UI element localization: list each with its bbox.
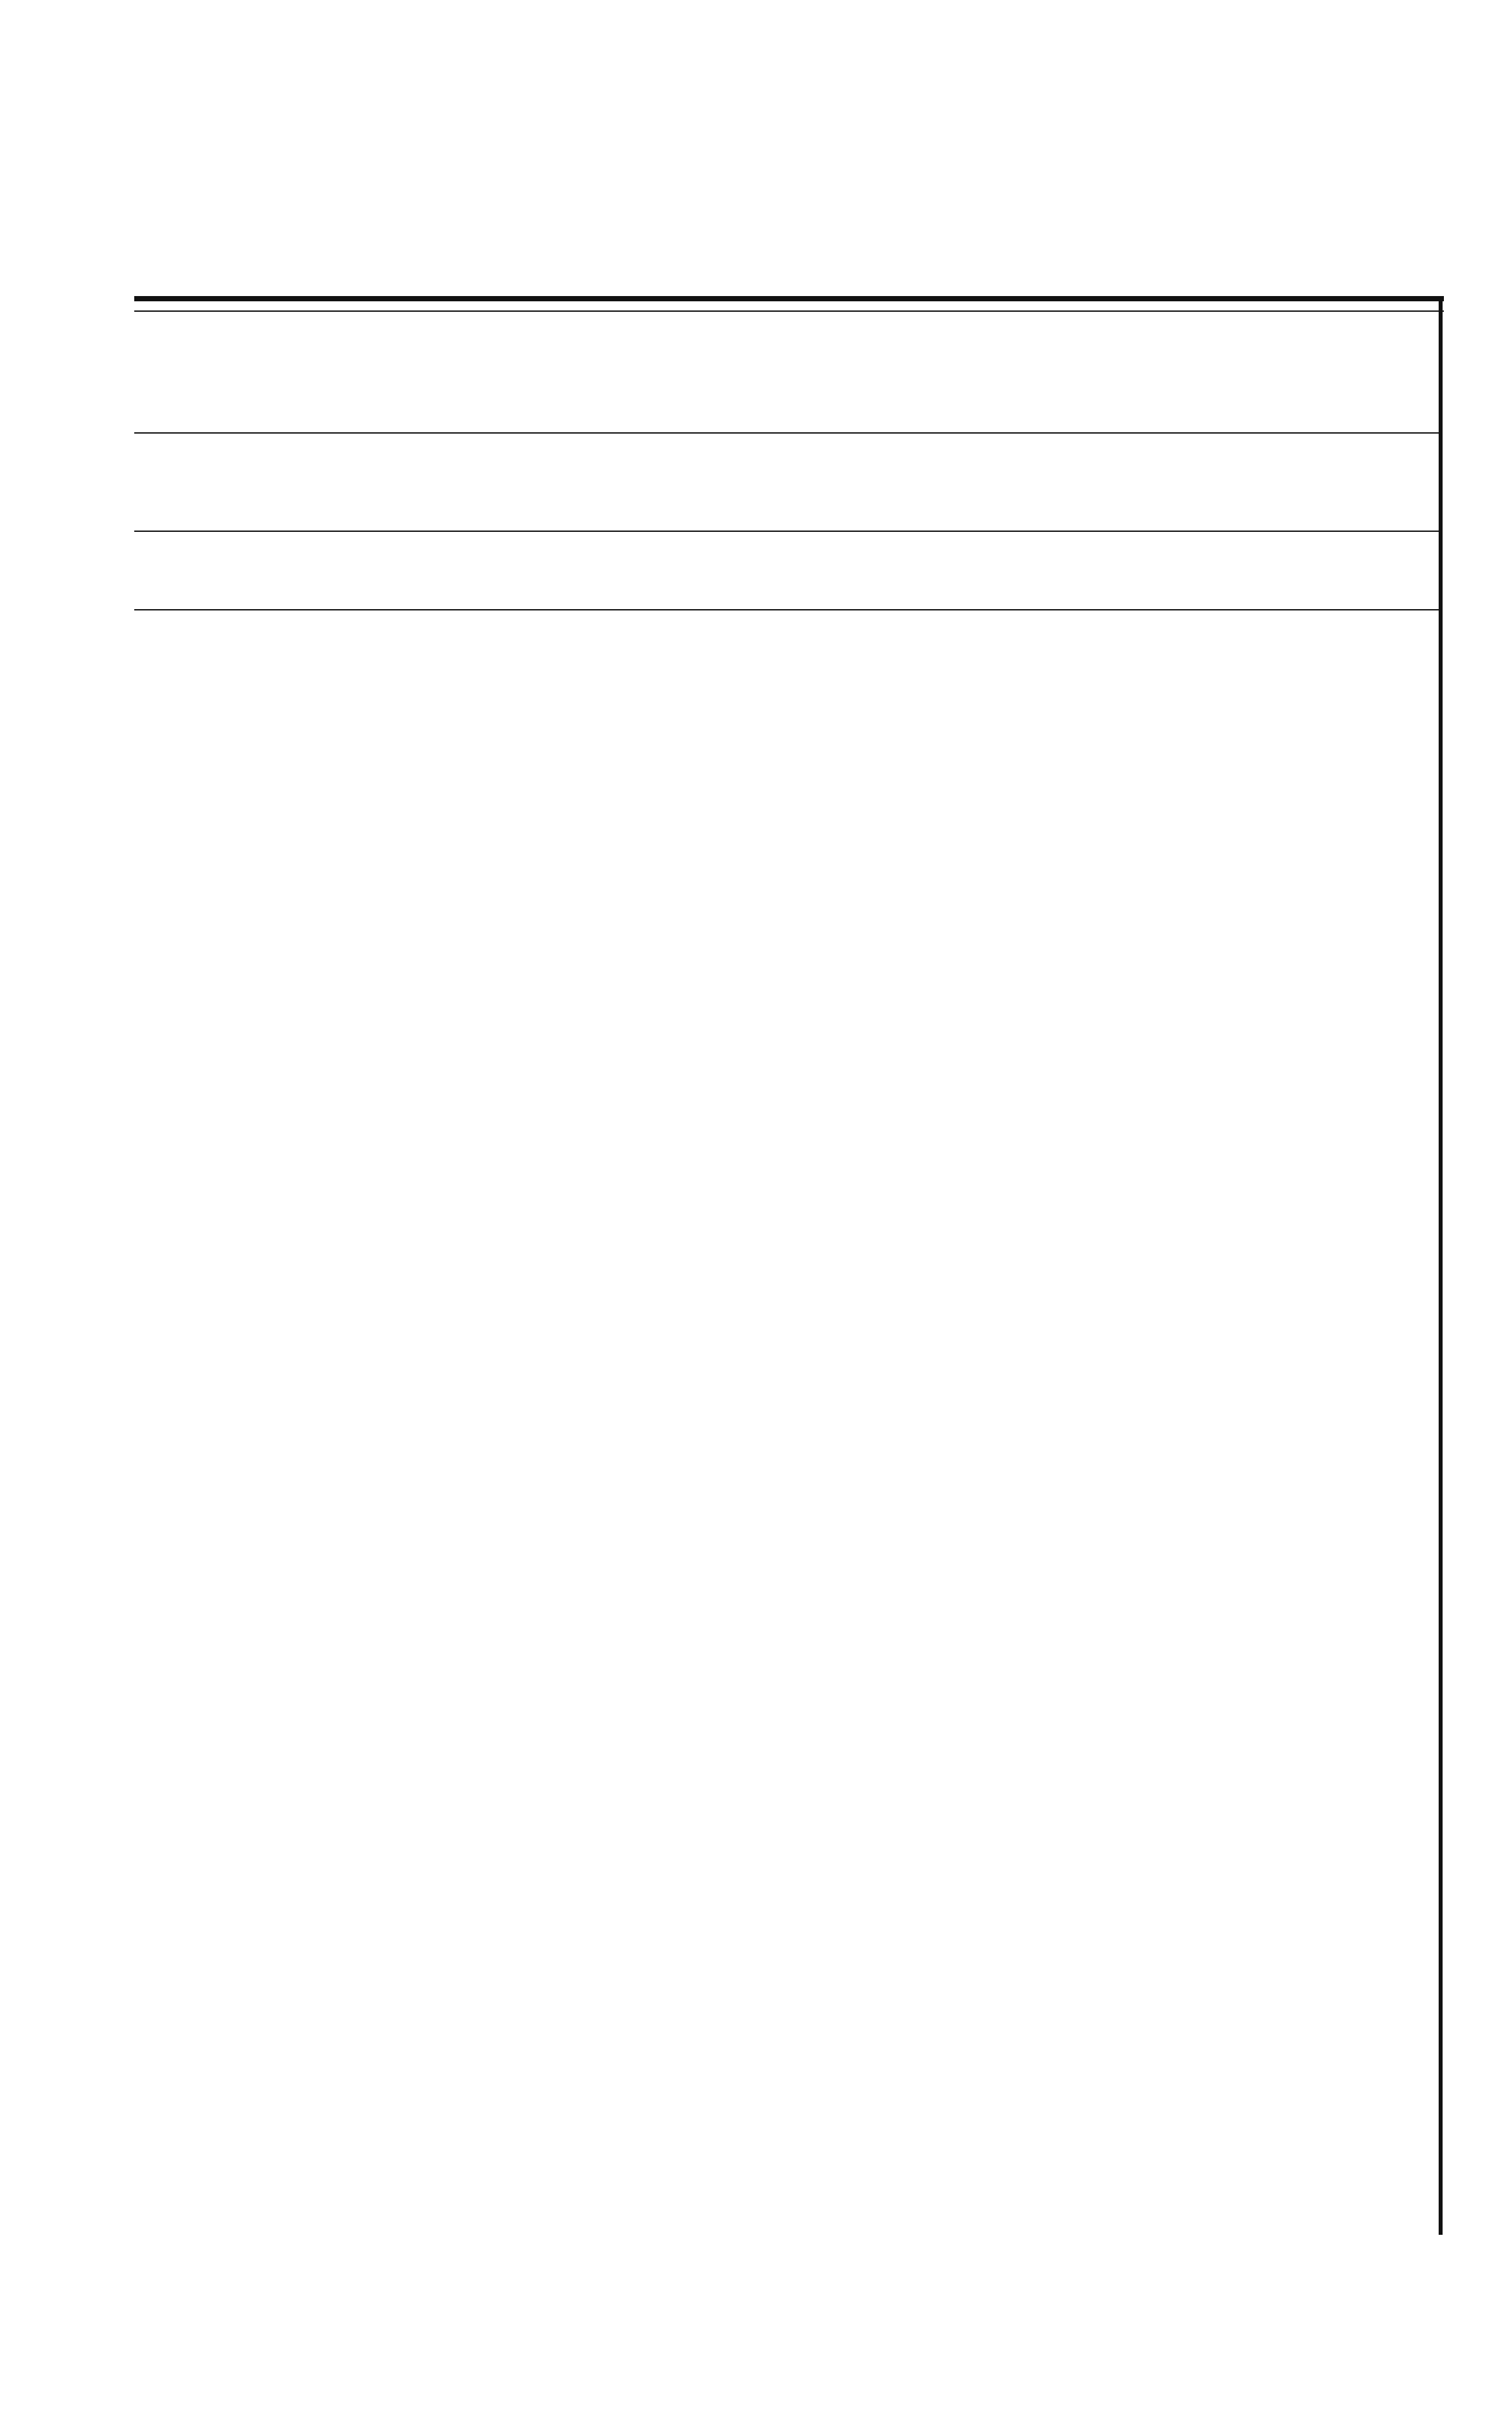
top-rule-thin: [134, 310, 1444, 312]
top-rule-thick: [134, 296, 1444, 301]
right-border: [1439, 296, 1443, 2235]
header-rule-2: [134, 531, 1441, 532]
header-rule-1: [134, 432, 1441, 434]
header-rule-3: [134, 609, 1441, 610]
